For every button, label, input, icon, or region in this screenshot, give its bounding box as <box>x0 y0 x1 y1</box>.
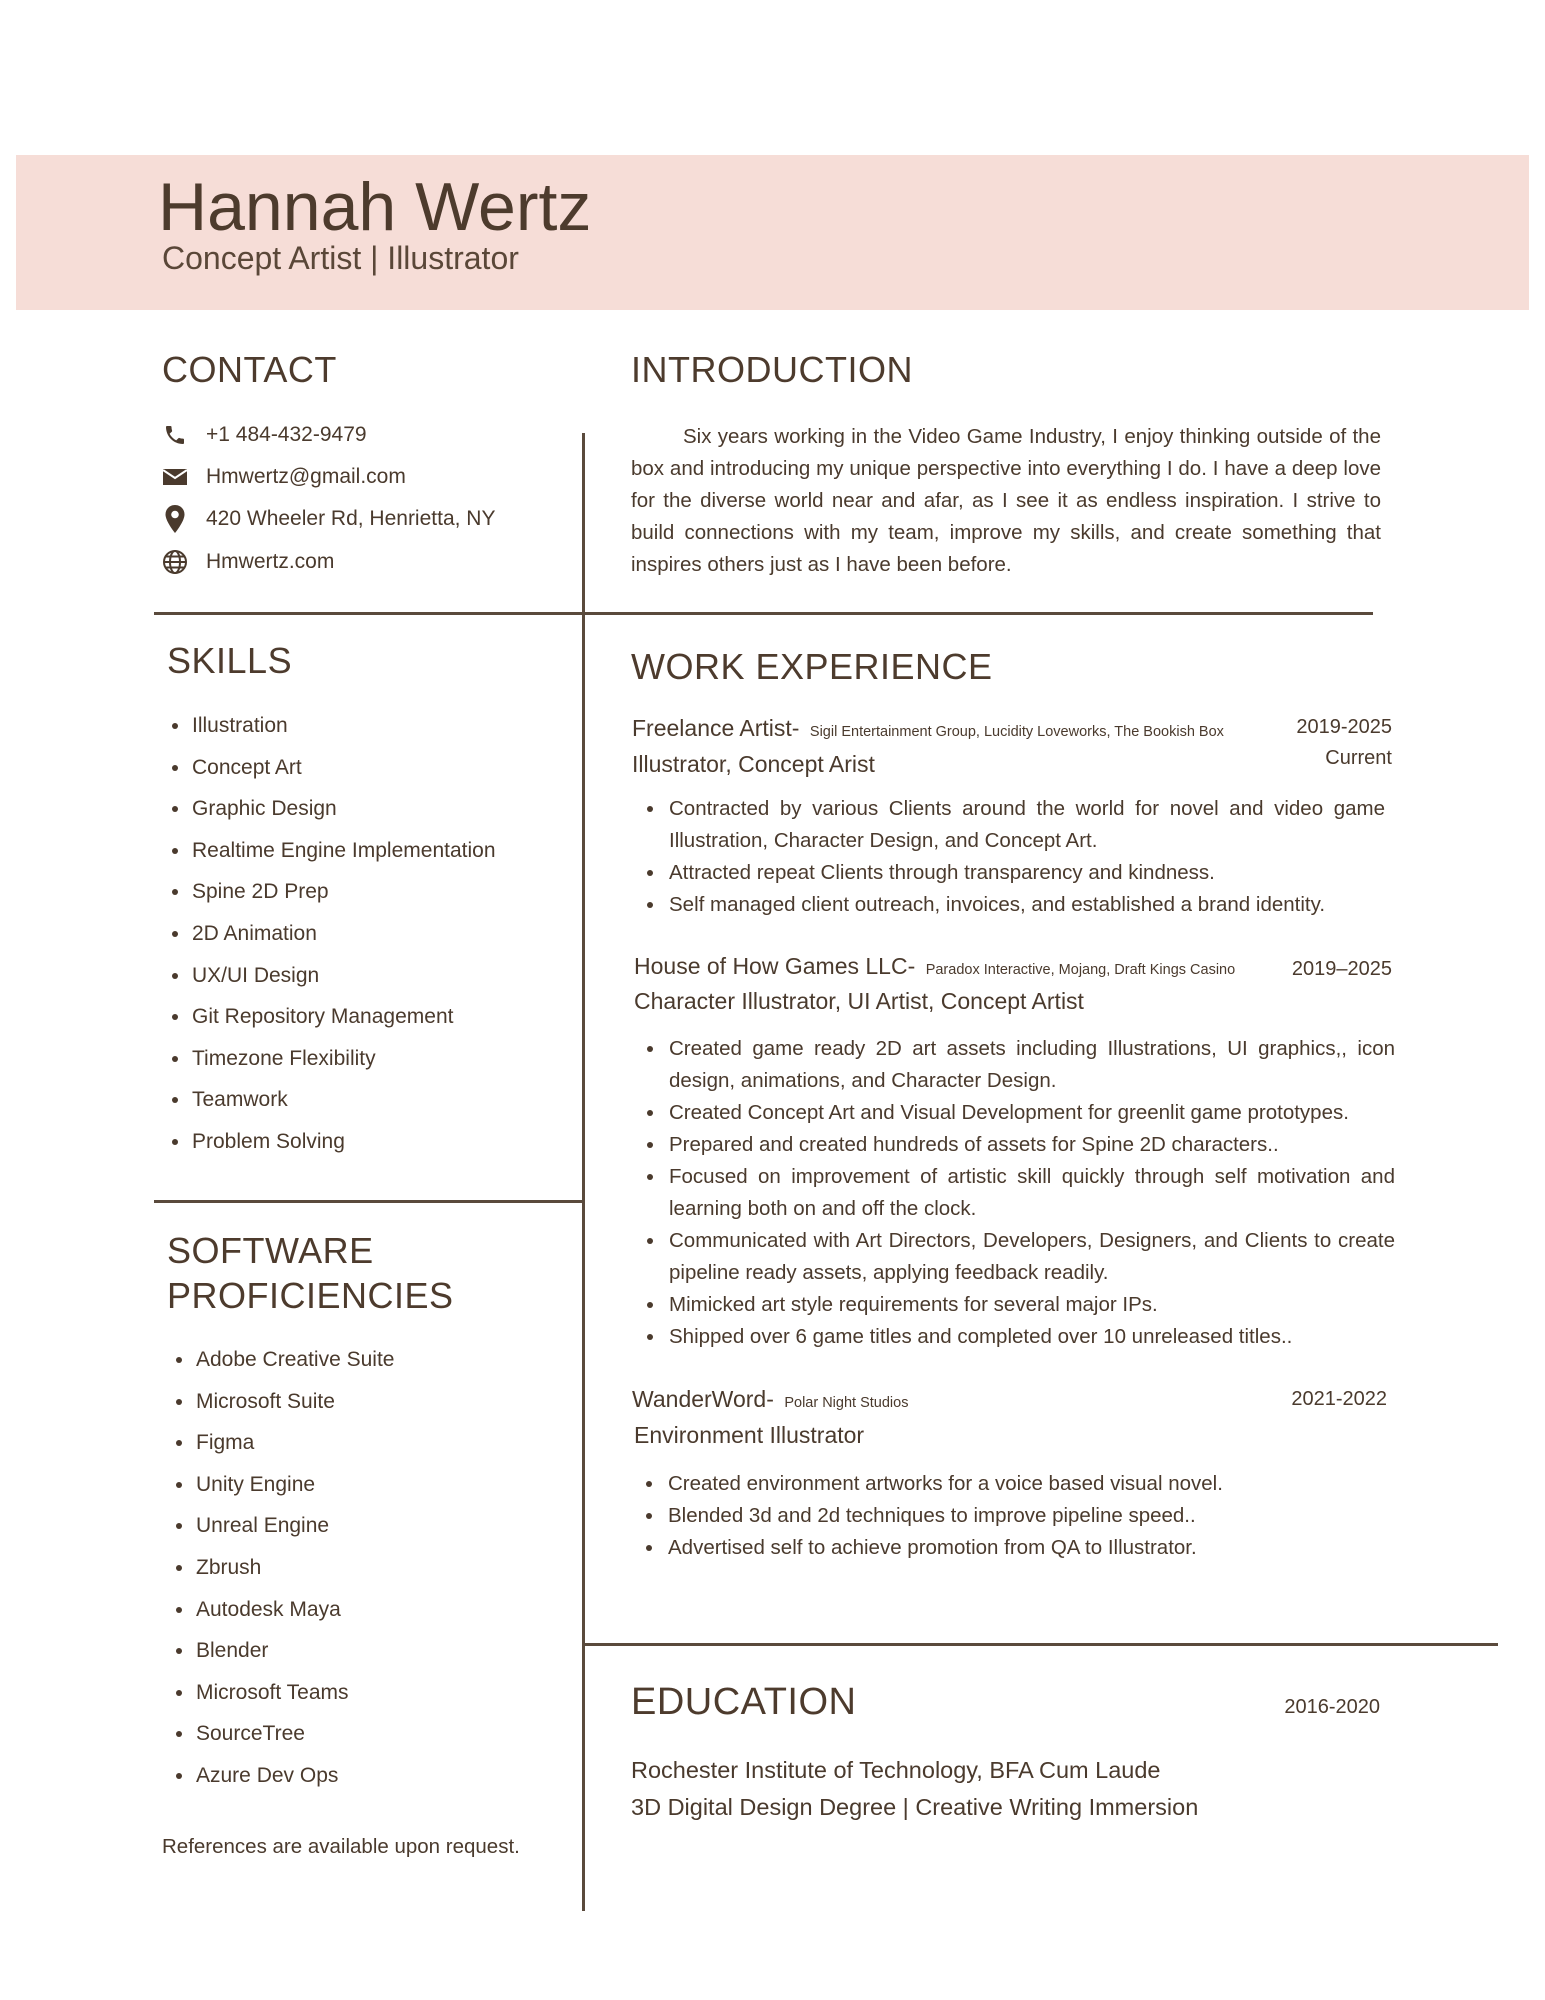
contact-phone-text: +1 484-432-9479 <box>206 423 367 446</box>
divider-skills-software <box>154 1200 584 1203</box>
job-company: Freelance Artist- <box>632 715 800 741</box>
job-date: 2019-2025 <box>1296 716 1392 738</box>
list-item: Unreal Engine <box>172 1511 394 1553</box>
introduction-heading: INTRODUCTION <box>631 349 913 390</box>
job-role: Illustrator, Concept Arist <box>632 751 875 777</box>
contact-website <box>160 547 334 577</box>
list-item: Figma <box>172 1428 394 1470</box>
job-clients: Polar Night Studios <box>784 1395 909 1411</box>
software-heading-line1: SOFTWARE <box>167 1230 374 1271</box>
job-duties <box>633 1033 1395 1353</box>
list-item: Git Repository Management <box>168 1002 496 1044</box>
list-item: Microsoft Suite <box>172 1387 394 1429</box>
list-item: Blended 3d and 2d techniques to improve pipeline speed.. <box>632 1500 1384 1532</box>
list-item: Adobe Creative Suite <box>172 1345 394 1387</box>
skills-heading: SKILLS <box>167 640 293 681</box>
contact-website-text: Hmwertz.com <box>206 550 335 573</box>
contact-phone <box>160 420 367 450</box>
list-item: Attracted repeat Clients through transparency and kindness. <box>633 857 1385 889</box>
contact-email <box>160 462 406 492</box>
list-item: Unity Engine <box>172 1470 394 1512</box>
job-company: House of How Games LLC- <box>634 953 916 979</box>
job-header <box>632 1386 908 1413</box>
list-item: Mimicked art style requirements for several major IPs. <box>633 1289 1395 1321</box>
list-item: Microsoft Teams <box>172 1678 394 1720</box>
phone-icon <box>160 420 190 450</box>
column-divider <box>582 433 585 1911</box>
divider-work-education <box>582 1643 1498 1646</box>
list-item: Prepared and created hundreds of assets for Spine 2D characters.. <box>633 1129 1395 1161</box>
software-heading-line2: PROFICIENCIES <box>167 1275 454 1316</box>
education-heading: EDUCATION <box>631 1681 857 1723</box>
job-date-current: Current <box>1325 747 1392 769</box>
list-item: Created Concept Art and Visual Development for greenlit game prototypes. <box>633 1097 1395 1129</box>
location-pin-icon <box>160 504 190 534</box>
list-item: Communicated with Art Directors, Developers, Designers, and Clients to create pipeline ready assets, applying feedback readily. <box>633 1225 1395 1289</box>
skills-list <box>168 711 496 1169</box>
list-item: Concept Art <box>168 753 496 795</box>
list-item: 2D Animation <box>168 919 496 961</box>
list-item: Created environment artworks for a voice based visual novel. <box>632 1468 1384 1500</box>
education-date: 2016-2020 <box>1284 1696 1380 1718</box>
job-date: 2021-2022 <box>1291 1388 1387 1410</box>
list-item: Azure Dev Ops <box>172 1761 394 1803</box>
list-item: SourceTree <box>172 1719 394 1761</box>
candidate-name: Hannah Wertz <box>158 169 592 245</box>
job-header <box>634 953 1235 980</box>
software-list <box>172 1345 394 1803</box>
job-clients: Sigil Entertainment Group, Lucidity Loveworks, The Bookish Box <box>809 724 1224 740</box>
contact-heading: CONTACT <box>162 349 337 390</box>
list-item: Advertised self to achieve promotion from QA to Illustrator. <box>632 1532 1384 1564</box>
list-item: Problem Solving <box>168 1127 496 1169</box>
job-date: 2019–2025 <box>1291 958 1392 980</box>
list-item: Spine 2D Prep <box>168 877 496 919</box>
divider-intro-work <box>582 612 1373 615</box>
list-item: Contracted by various Clients around the world for novel and video game Illustration, Character Design, and Concept Art. <box>633 793 1385 857</box>
list-item: UX/UI Design <box>168 961 496 1003</box>
job-clients: Paradox Interactive, Mojang, Draft Kings Casino <box>925 962 1236 978</box>
job-duties <box>633 793 1385 921</box>
references-note: References are available upon request. <box>162 1835 520 1858</box>
work-heading: WORK EXPERIENCE <box>631 646 993 687</box>
contact-address <box>160 504 495 534</box>
job-header <box>632 715 1224 742</box>
job-company: WanderWord- <box>632 1386 774 1412</box>
list-item: Created game ready 2D art assets including Illustrations, UI graphics,, icon design, animations, and Character Design. <box>633 1033 1395 1097</box>
candidate-title: Concept Artist | Illustrator <box>162 240 519 276</box>
divider-contact-skills <box>154 612 584 615</box>
list-item: Graphic Design <box>168 794 496 836</box>
job-duties <box>632 1468 1384 1564</box>
list-item: Teamwork <box>168 1085 496 1127</box>
job-role: Character Illustrator, UI Artist, Concept Artist <box>634 988 1084 1014</box>
list-item: Realtime Engine Implementation <box>168 836 496 878</box>
education-degree: 3D Digital Design Degree | Creative Writing Immersion <box>631 1794 1199 1820</box>
contact-email-text: Hmwertz@gmail.com <box>206 465 406 488</box>
list-item: Shipped over 6 game titles and completed over 10 unreleased titles.. <box>633 1321 1395 1353</box>
list-item: Autodesk Maya <box>172 1595 394 1637</box>
list-item: Timezone Flexibility <box>168 1044 496 1086</box>
introduction-text: Six years working in the Video Game Industry, I enjoy thinking outside of the box and introducing my unique perspective into everything I do. I have a deep love for the diverse world near and afar, as I see it as endless inspiration. I strive to build connections with my team, improve my skills, and create something that inspires others just as I have been before. <box>631 425 1381 576</box>
list-item: Zbrush <box>172 1553 394 1595</box>
list-item: Self managed client outreach, invoices, and established a brand identity. <box>633 889 1385 921</box>
globe-icon <box>160 547 190 577</box>
contact-address-text: 420 Wheeler Rd, Henrietta, NY <box>206 507 496 530</box>
list-item: Illustration <box>168 711 496 753</box>
list-item: Focused on improvement of artistic skill quickly through self motivation and learning both on and off the clock. <box>633 1161 1395 1225</box>
list-item: Blender <box>172 1636 394 1678</box>
education-school: Rochester Institute of Technology, BFA Cum Laude <box>631 1757 1161 1783</box>
mail-icon <box>160 462 190 492</box>
job-role: Environment Illustrator <box>634 1422 865 1448</box>
